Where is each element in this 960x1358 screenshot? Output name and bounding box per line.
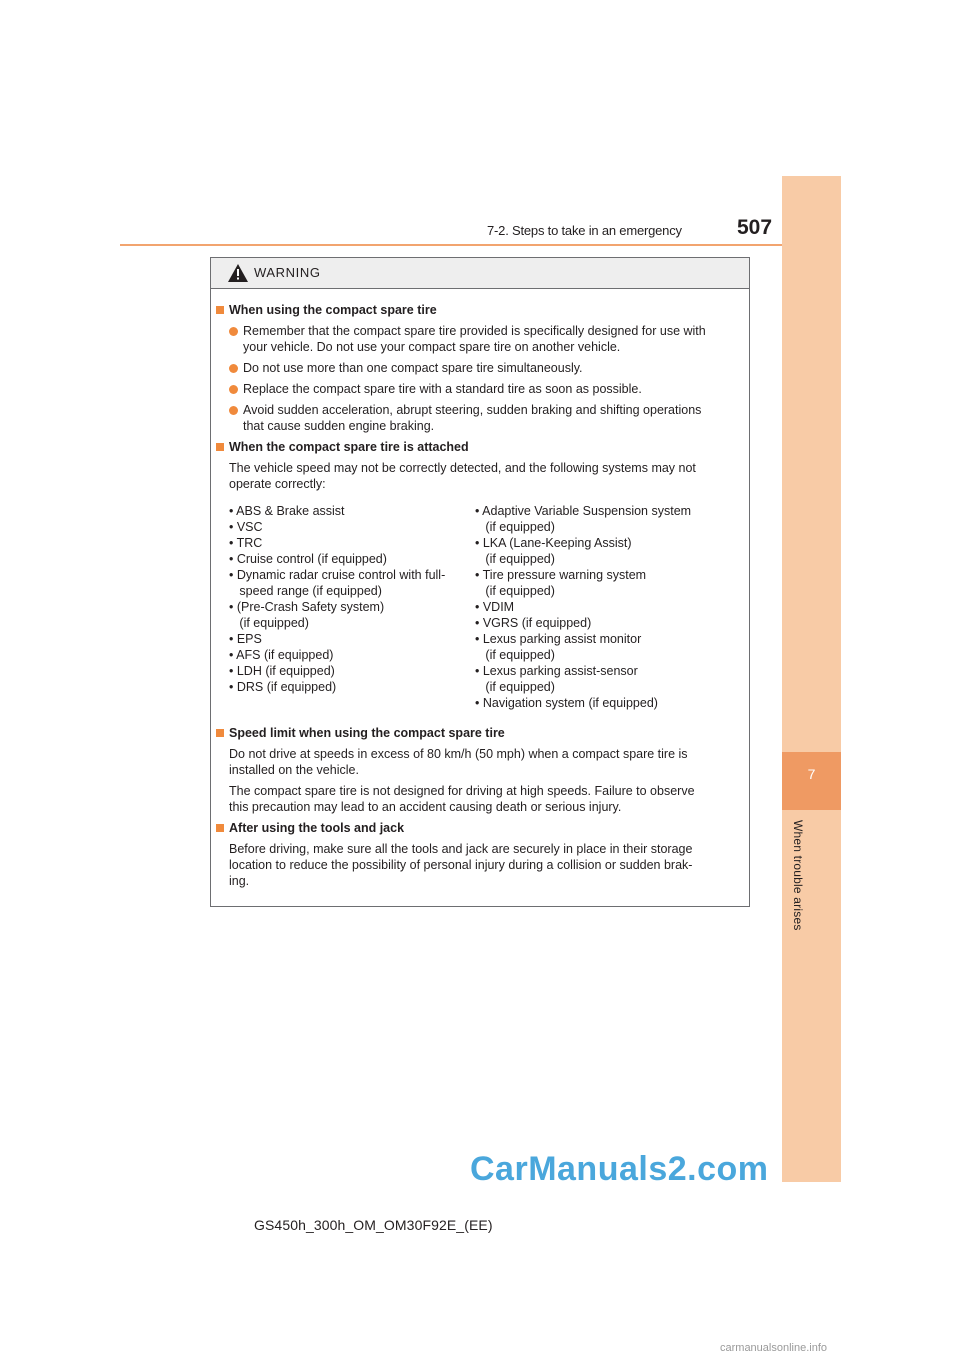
chapter-label: When trouble arises bbox=[791, 820, 805, 931]
section-heading-tools-jack: After using the tools and jack bbox=[229, 821, 405, 835]
warning-text: operate correctly: bbox=[229, 477, 326, 491]
list-item: (if equipped) bbox=[475, 680, 555, 694]
warning-box bbox=[210, 257, 750, 907]
warning-text: The vehicle speed may not be correctly detected, and the following systems may not bbox=[229, 461, 696, 475]
list-item: • Adaptive Variable Suspension system bbox=[475, 504, 692, 518]
warning-triangle-icon bbox=[228, 264, 248, 282]
list-item: • VGRS (if equipped) bbox=[475, 616, 592, 630]
section-heading-speed-limit: Speed limit when using the compact spare tire bbox=[229, 726, 505, 740]
list-item: • Navigation system (if equipped) bbox=[475, 696, 658, 710]
list-item: speed range (if equipped) bbox=[229, 584, 382, 598]
list-item: (if equipped) bbox=[475, 520, 555, 534]
list-item: • Tire pressure warning system bbox=[475, 568, 647, 582]
list-item: • Lexus parking assist monitor bbox=[475, 632, 642, 646]
header-rule bbox=[120, 244, 840, 246]
bullet-dot-icon bbox=[229, 364, 238, 373]
list-item: • VSC bbox=[229, 520, 263, 534]
warning-text: location to reduce the possibility of personal injury during a collision or sudden brak- bbox=[229, 858, 693, 872]
list-item: • LDH (if equipped) bbox=[229, 664, 335, 678]
page-number: 507 bbox=[737, 216, 773, 239]
section-marker-icon bbox=[216, 729, 224, 737]
list-item: • EPS bbox=[229, 632, 262, 646]
warning-text: installed on the vehicle. bbox=[229, 763, 359, 777]
section-heading-compact-spare: When using the compact spare tire bbox=[229, 303, 437, 317]
section-marker-icon bbox=[216, 824, 224, 832]
list-item: • LKA (Lane-Keeping Assist) bbox=[475, 536, 632, 550]
list-item: • Cruise control (if equipped) bbox=[229, 552, 387, 566]
system-list-left bbox=[229, 503, 445, 695]
section-marker-icon bbox=[216, 306, 224, 314]
warning-text: Do not drive at speeds in excess of 80 km/h (50 mph) when a compact spare tire is bbox=[229, 747, 688, 761]
watermark-logo: CarManuals2.com bbox=[470, 1150, 769, 1188]
system-list-right bbox=[475, 503, 691, 711]
chapter-side-tab bbox=[782, 176, 841, 1182]
list-item: • TRC bbox=[229, 536, 263, 550]
list-item: (if equipped) bbox=[475, 584, 555, 598]
list-item: (if equipped) bbox=[229, 616, 309, 630]
warning-text: Remember that the compact spare tire provided is specifically designed for use with bbox=[243, 324, 706, 338]
list-item: • (Pre-Crash Safety system) bbox=[229, 600, 385, 614]
warning-text: that cause sudden engine braking. bbox=[243, 419, 435, 433]
list-item: • DRS (if equipped) bbox=[229, 680, 337, 694]
list-item: • Lexus parking assist-sensor bbox=[475, 664, 638, 678]
warning-text: The compact spare tire is not designed for driving at high speeds. Failure to observe bbox=[229, 784, 695, 798]
bullet-dot-icon bbox=[229, 327, 238, 336]
warning-text: Replace the compact spare tire with a standard tire as soon as possible. bbox=[243, 382, 642, 396]
warning-text: your vehicle. Do not use your compact spare tire on another vehicle. bbox=[243, 340, 621, 354]
warning-text: Before driving, make sure all the tools and jack are securely in place in their storage bbox=[229, 842, 693, 856]
warning-title: WARNING bbox=[254, 265, 321, 280]
bullet-dot-icon bbox=[229, 385, 238, 394]
warning-text: Avoid sudden acceleration, abrupt steering, sudden braking and shifting operations bbox=[243, 403, 702, 417]
warning-text: Do not use more than one compact spare tire simultaneously. bbox=[243, 361, 583, 375]
warning-header bbox=[211, 258, 749, 289]
footer-document-code: GS450h_300h_OM_OM30F92E_(EE) bbox=[254, 1217, 493, 1233]
watermark-url: carmanualsonline.info bbox=[720, 1342, 828, 1354]
warning-text: ing. bbox=[229, 874, 250, 888]
section-title: 7-2. Steps to take in an emergency bbox=[487, 223, 682, 238]
list-item: • VDIM bbox=[475, 600, 515, 614]
warning-text: this precaution may lead to an accident causing death or serious injury. bbox=[229, 800, 622, 814]
chapter-number: 7 bbox=[807, 766, 816, 782]
list-item: • ABS & Brake assist bbox=[229, 504, 345, 518]
list-item: • Dynamic radar cruise control with full- bbox=[229, 568, 446, 582]
section-heading-spare-attached: When the compact spare tire is attached bbox=[229, 440, 469, 454]
list-item: • AFS (if equipped) bbox=[229, 648, 334, 662]
list-item: (if equipped) bbox=[475, 648, 555, 662]
section-marker-icon bbox=[216, 443, 224, 451]
list-item: (if equipped) bbox=[475, 552, 555, 566]
bullet-dot-icon bbox=[229, 406, 238, 415]
